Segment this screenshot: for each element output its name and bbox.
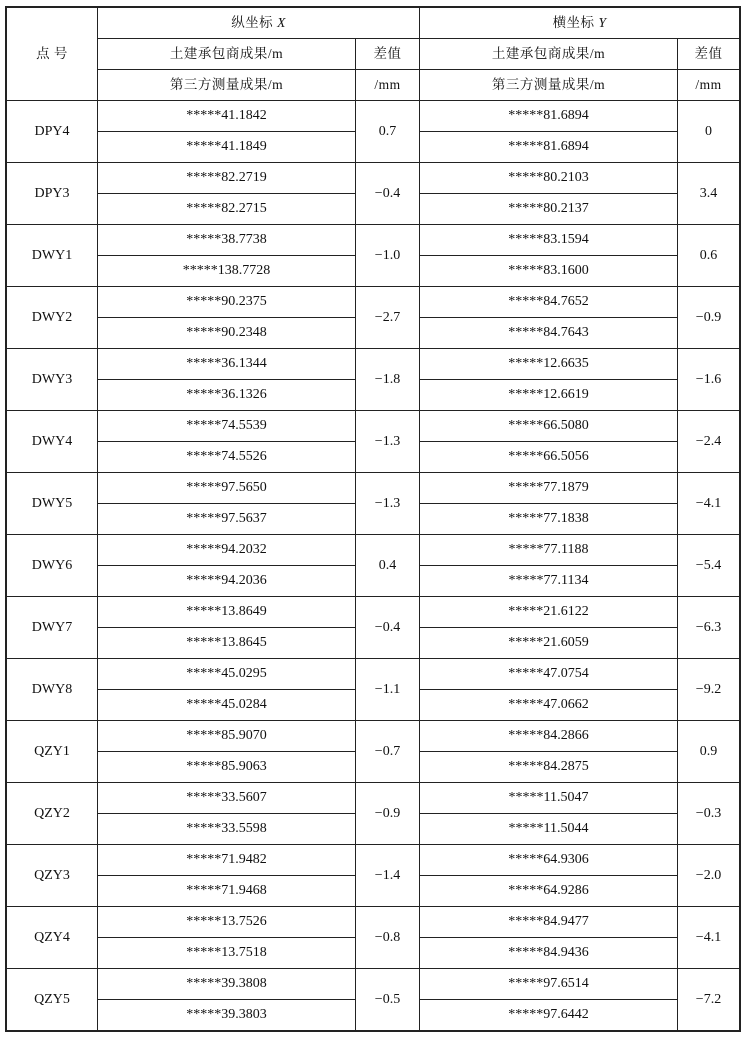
x-contractor-cell: *****38.7738 [98,225,356,256]
x-diff-cell: −0.4 [356,163,420,225]
table-row [7,349,740,380]
y-contractor-cell: *****81.6894 [420,101,678,132]
y-third-party-cell: *****83.1600 [420,256,678,287]
y-third-party-cell: *****80.2137 [420,194,678,225]
y-diff-cell: 0.9 [678,721,740,783]
x-contractor-cell: *****71.9482 [98,845,356,876]
x-contractor-cell: *****36.1344 [98,349,356,380]
x-contractor-cell: *****13.7526 [98,907,356,938]
point-id-cell: QZY1 [7,721,98,783]
y-contractor-cell: *****66.5080 [420,411,678,442]
table-row [7,101,740,132]
y-third-party-cell: *****84.2875 [420,752,678,783]
x-contractor-cell: *****39.3808 [98,969,356,1000]
x-diff-cell: −0.5 [356,969,420,1031]
x-diff-cell: −1.3 [356,473,420,535]
x-third-party-cell: *****13.8645 [98,628,356,659]
y-third-party-cell: *****97.6442 [420,1000,678,1031]
x-diff-unit: /mm [356,70,420,101]
y-third-party-cell: *****77.1838 [420,504,678,535]
x-diff-cell: 0.4 [356,535,420,597]
point-id-cell: DWY2 [7,287,98,349]
y-group-label: 横坐标 [552,15,595,30]
y-diff-cell: −1.6 [678,349,740,411]
x-diff-cell: −1.4 [356,845,420,907]
point-id-cell: DWY1 [7,225,98,287]
y-contractor-cell: *****80.2103 [420,163,678,194]
x-diff-cell: 0.7 [356,101,420,163]
y-third-party-cell: *****84.9436 [420,938,678,969]
y-third-party-cell: *****12.6619 [420,380,678,411]
y-contractor-cell: *****84.9477 [420,907,678,938]
y-diff-label: 差值 [678,39,740,70]
y-contractor-cell: *****77.1188 [420,535,678,566]
x-diff-cell: −0.9 [356,783,420,845]
y-contractor-header: 土建承包商成果/m [420,39,678,70]
point-id-cell: DWY4 [7,411,98,473]
table-body [7,101,740,1031]
x-contractor-cell: *****85.9070 [98,721,356,752]
x-third-party-cell: *****94.2036 [98,566,356,597]
y-contractor-cell: *****11.5047 [420,783,678,814]
y-contractor-cell: *****97.6514 [420,969,678,1000]
y-third-party-cell: *****47.0662 [420,690,678,721]
x-third-party-cell: *****85.9063 [98,752,356,783]
y-diff-cell: −2.4 [678,411,740,473]
y-contractor-cell: *****77.1879 [420,473,678,504]
x-contractor-header: 土建承包商成果/m [98,39,356,70]
y-third-party-cell: *****84.7643 [420,318,678,349]
x-third-party-cell: *****41.1849 [98,132,356,163]
point-id-cell: DWY5 [7,473,98,535]
point-no-header: 点 号 [7,8,98,101]
y-third-party-header: 第三方测量成果/m [420,70,678,101]
x-third-party-cell: *****97.5637 [98,504,356,535]
table-row [7,535,740,566]
table-row [7,411,740,442]
x-diff-cell: −1.3 [356,411,420,473]
x-contractor-cell: *****97.5650 [98,473,356,504]
table-header [7,8,740,101]
y-contractor-cell: *****64.9306 [420,845,678,876]
y-third-party-cell: *****77.1134 [420,566,678,597]
x-contractor-cell: *****94.2032 [98,535,356,566]
y-diff-unit: /mm [678,70,740,101]
x-contractor-cell: *****13.8649 [98,597,356,628]
y-diff-cell: −7.2 [678,969,740,1031]
x-third-party-cell: *****45.0284 [98,690,356,721]
table-row [7,473,740,504]
y-contractor-cell: *****47.0754 [420,659,678,690]
table-row [7,845,740,876]
table-row [7,225,740,256]
x-contractor-cell: *****45.0295 [98,659,356,690]
x-axis-symbol: X [277,15,286,30]
y-diff-cell: −9.2 [678,659,740,721]
table-row [7,659,740,690]
y-contractor-cell: *****84.7652 [420,287,678,318]
table-row [7,597,740,628]
y-third-party-cell: *****64.9286 [420,876,678,907]
point-id-cell: QZY4 [7,907,98,969]
x-group-label: 纵坐标 [231,15,274,30]
x-diff-cell: −1.1 [356,659,420,721]
y-diff-cell: −4.1 [678,907,740,969]
x-diff-cell: −1.8 [356,349,420,411]
x-contractor-cell: *****90.2375 [98,287,356,318]
point-id-cell: DPY3 [7,163,98,225]
table-row [7,907,740,938]
x-contractor-cell: *****41.1842 [98,101,356,132]
point-id-cell: DWY3 [7,349,98,411]
x-diff-cell: −0.4 [356,597,420,659]
y-contractor-cell: *****84.2866 [420,721,678,752]
x-third-party-cell: *****74.5526 [98,442,356,473]
point-id-cell: DPY4 [7,101,98,163]
point-id-cell: DWY7 [7,597,98,659]
x-third-party-cell: *****33.5598 [98,814,356,845]
y-diff-cell: −6.3 [678,597,740,659]
x-third-party-cell: *****82.2715 [98,194,356,225]
x-diff-cell: −1.0 [356,225,420,287]
x-diff-cell: −0.7 [356,721,420,783]
y-diff-cell: −0.3 [678,783,740,845]
x-third-party-cell: *****39.3803 [98,1000,356,1031]
x-third-party-cell: *****138.7728 [98,256,356,287]
x-contractor-cell: *****33.5607 [98,783,356,814]
table-row [7,783,740,814]
table-row [7,287,740,318]
x-coordinate-header [98,8,420,39]
y-third-party-cell: *****81.6894 [420,132,678,163]
point-id-cell: QZY3 [7,845,98,907]
y-diff-cell: 3.4 [678,163,740,225]
point-id-cell: DWY6 [7,535,98,597]
y-diff-cell: −0.9 [678,287,740,349]
coordinate-comparison-table [6,7,740,1031]
y-axis-symbol: Y [598,15,607,30]
x-contractor-cell: *****82.2719 [98,163,356,194]
point-id-cell: QZY2 [7,783,98,845]
point-id-cell: QZY5 [7,969,98,1031]
y-contractor-cell: *****21.6122 [420,597,678,628]
table-row [7,969,740,1000]
y-third-party-cell: *****66.5056 [420,442,678,473]
x-third-party-cell: *****36.1326 [98,380,356,411]
point-id-cell: DWY8 [7,659,98,721]
y-third-party-cell: *****21.6059 [420,628,678,659]
y-diff-cell: −4.1 [678,473,740,535]
y-third-party-cell: *****11.5044 [420,814,678,845]
x-diff-cell: −2.7 [356,287,420,349]
x-contractor-cell: *****74.5539 [98,411,356,442]
x-third-party-cell: *****90.2348 [98,318,356,349]
y-contractor-cell: *****83.1594 [420,225,678,256]
y-diff-cell: 0.6 [678,225,740,287]
y-coordinate-header [420,8,740,39]
table-row [7,163,740,194]
table-row [7,721,740,752]
y-contractor-cell: *****12.6635 [420,349,678,380]
x-diff-cell: −0.8 [356,907,420,969]
y-diff-cell: −2.0 [678,845,740,907]
x-third-party-cell: *****71.9468 [98,876,356,907]
y-diff-cell: −5.4 [678,535,740,597]
x-third-party-header: 第三方测量成果/m [98,70,356,101]
x-third-party-cell: *****13.7518 [98,938,356,969]
x-diff-label: 差值 [356,39,420,70]
y-diff-cell: 0 [678,101,740,163]
